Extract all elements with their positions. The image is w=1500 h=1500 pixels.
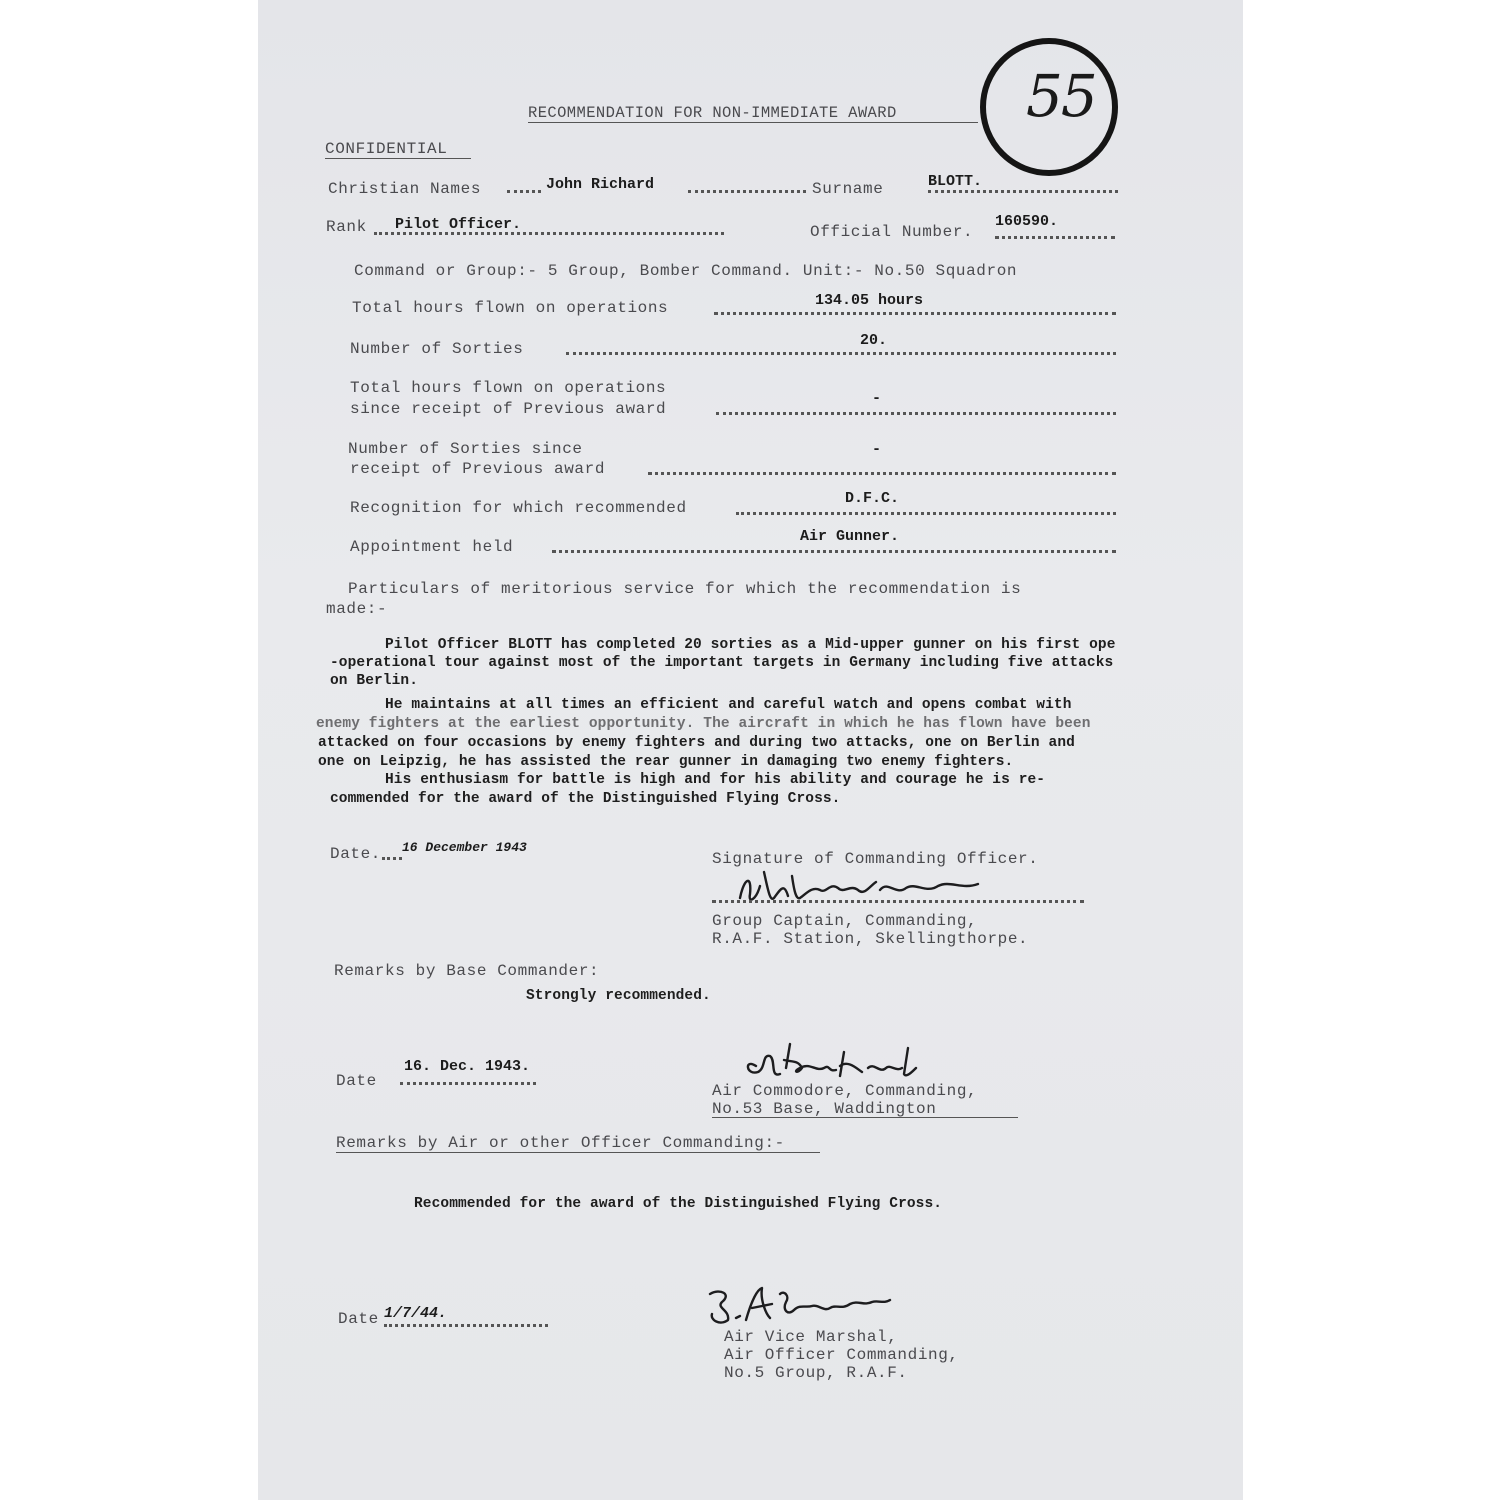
- base-commander-signature: [740, 1038, 940, 1088]
- particulars-line-1: Pilot Officer BLOTT has completed 20 sorties as a Mid-upper gunner on his first ope: [385, 637, 1116, 653]
- base-remarks-label: Remarks by Base Commander:: [334, 962, 600, 980]
- station-commander-signature: [730, 860, 1030, 920]
- appointment-value: Air Gunner.: [800, 528, 900, 545]
- surname-label: Surname: [812, 180, 884, 198]
- hours-since-label-2: since receipt of Previous award: [350, 400, 667, 418]
- aoc-remarks-text: Recommended for the award of the Distinguished Flying Cross.: [414, 1196, 943, 1212]
- document-title: RECOMMENDATION FOR NON-IMMEDIATE AWARD: [528, 104, 897, 122]
- sorties-since-value: -: [872, 441, 882, 458]
- aoc-title-2: Air Officer Commanding,: [724, 1346, 959, 1364]
- christian-names-leader: [507, 190, 541, 193]
- total-hours-leader: [714, 312, 1116, 315]
- particulars-line-2: -operational tour against most of the important targets in Germany including five attacks: [330, 655, 1114, 671]
- aoc-signature: [700, 1280, 900, 1330]
- base-remarks-text: Strongly recommended.: [526, 988, 711, 1004]
- base-date-value: 16. Dec. 1943.: [404, 1058, 531, 1075]
- official-number-leader: [995, 236, 1115, 239]
- total-hours-value: 134.05 hours: [815, 292, 924, 309]
- title-underline: [528, 122, 978, 123]
- base-title-underline: [712, 1117, 1018, 1118]
- rank-leader: [374, 232, 724, 235]
- aoc-date-label: Date: [338, 1310, 379, 1328]
- sorties-leader: [566, 352, 1116, 355]
- particulars-line-8: His enthusiasm for battle is high and for his ability and courage he is re-: [385, 772, 1046, 788]
- particulars-line-9: commended for the award of the Distinguished Flying Cross.: [330, 791, 841, 807]
- sorties-since-label-2: receipt of Previous award: [350, 460, 606, 478]
- rank-value: Pilot Officer.: [395, 216, 522, 233]
- sorties-since-label-1: Number of Sorties since: [348, 440, 583, 458]
- aoc-date-value: 1/7/44.: [384, 1305, 448, 1322]
- christian-names-label: Christian Names: [328, 180, 482, 198]
- recognition-leader: [736, 512, 1116, 515]
- particulars-line-3: on Berlin.: [330, 673, 419, 689]
- particulars-line-7: one on Leipzig, he has assisted the rear gunner in damaging two enemy fighters.: [318, 754, 1014, 770]
- official-number-value: 160590.: [995, 213, 1059, 230]
- base-date-label: Date: [336, 1072, 377, 1090]
- base-title-2: No.53 Base, Waddington: [712, 1100, 937, 1118]
- sorties-since-leader: [648, 472, 1116, 475]
- base-date-leader: [400, 1082, 536, 1085]
- station-date-label: Date.: [330, 845, 382, 863]
- particulars-heading-2: made:-: [326, 600, 388, 618]
- recognition-value: D.F.C.: [845, 490, 900, 507]
- stamp-number: 55: [1026, 62, 1096, 130]
- aoc-remarks-label: Remarks by Air or other Officer Commanding:-: [336, 1134, 785, 1152]
- aoc-remarks-underline: [336, 1152, 820, 1153]
- classification-underline: [325, 158, 471, 159]
- official-number-label: Official Number.: [810, 223, 974, 241]
- appointment-label: Appointment held: [350, 538, 514, 556]
- sorties-value: 20.: [860, 332, 888, 349]
- classification-label: CONFIDENTIAL: [325, 140, 448, 158]
- hours-since-label-1: Total hours flown on operations: [350, 379, 667, 397]
- particulars-line-5: enemy fighters at the earliest opportunity. The aircraft in which he has flown have been: [316, 716, 1091, 732]
- hours-since-leader: [716, 412, 1116, 415]
- station-signature-leader: [712, 900, 1084, 903]
- total-hours-label: Total hours flown on operations: [352, 299, 669, 317]
- rank-label: Rank: [326, 218, 367, 236]
- particulars-line-4: He maintains at all times an efficient and careful watch and opens combat with: [385, 697, 1072, 713]
- aoc-date-leader: [384, 1324, 548, 1327]
- station-date-value: 16 December 1943: [402, 840, 527, 855]
- hours-since-value: -: [872, 390, 882, 407]
- particulars-line-6: attacked on four occasions by enemy fighters and during two attacks, one on Berlin and: [318, 735, 1075, 751]
- station-title-1: Group Captain, Commanding,: [712, 912, 978, 930]
- surname-value: BLOTT.: [928, 173, 983, 190]
- station-title-2: R.A.F. Station, Skellingthorpe.: [712, 930, 1029, 948]
- recognition-label: Recognition for which recommended: [350, 499, 687, 517]
- station-date-leader: [382, 857, 402, 860]
- aoc-title-1: Air Vice Marshal,: [724, 1328, 898, 1346]
- particulars-heading-1: Particulars of meritorious service for which the recommendation is: [348, 580, 1022, 598]
- appointment-leader: [552, 550, 1116, 553]
- command-line: Command or Group:- 5 Group, Bomber Command. Unit:- No.50 Squadron: [354, 262, 1018, 280]
- christian-names-leader-2: [688, 190, 806, 193]
- base-title-1: Air Commodore, Commanding,: [712, 1082, 978, 1100]
- sorties-label: Number of Sorties: [350, 340, 524, 358]
- station-signature-label: Signature of Commanding Officer.: [712, 850, 1039, 868]
- aoc-title-3: No.5 Group, R.A.F.: [724, 1364, 908, 1382]
- christian-names-value: John Richard: [546, 176, 655, 193]
- surname-leader: [928, 190, 1118, 193]
